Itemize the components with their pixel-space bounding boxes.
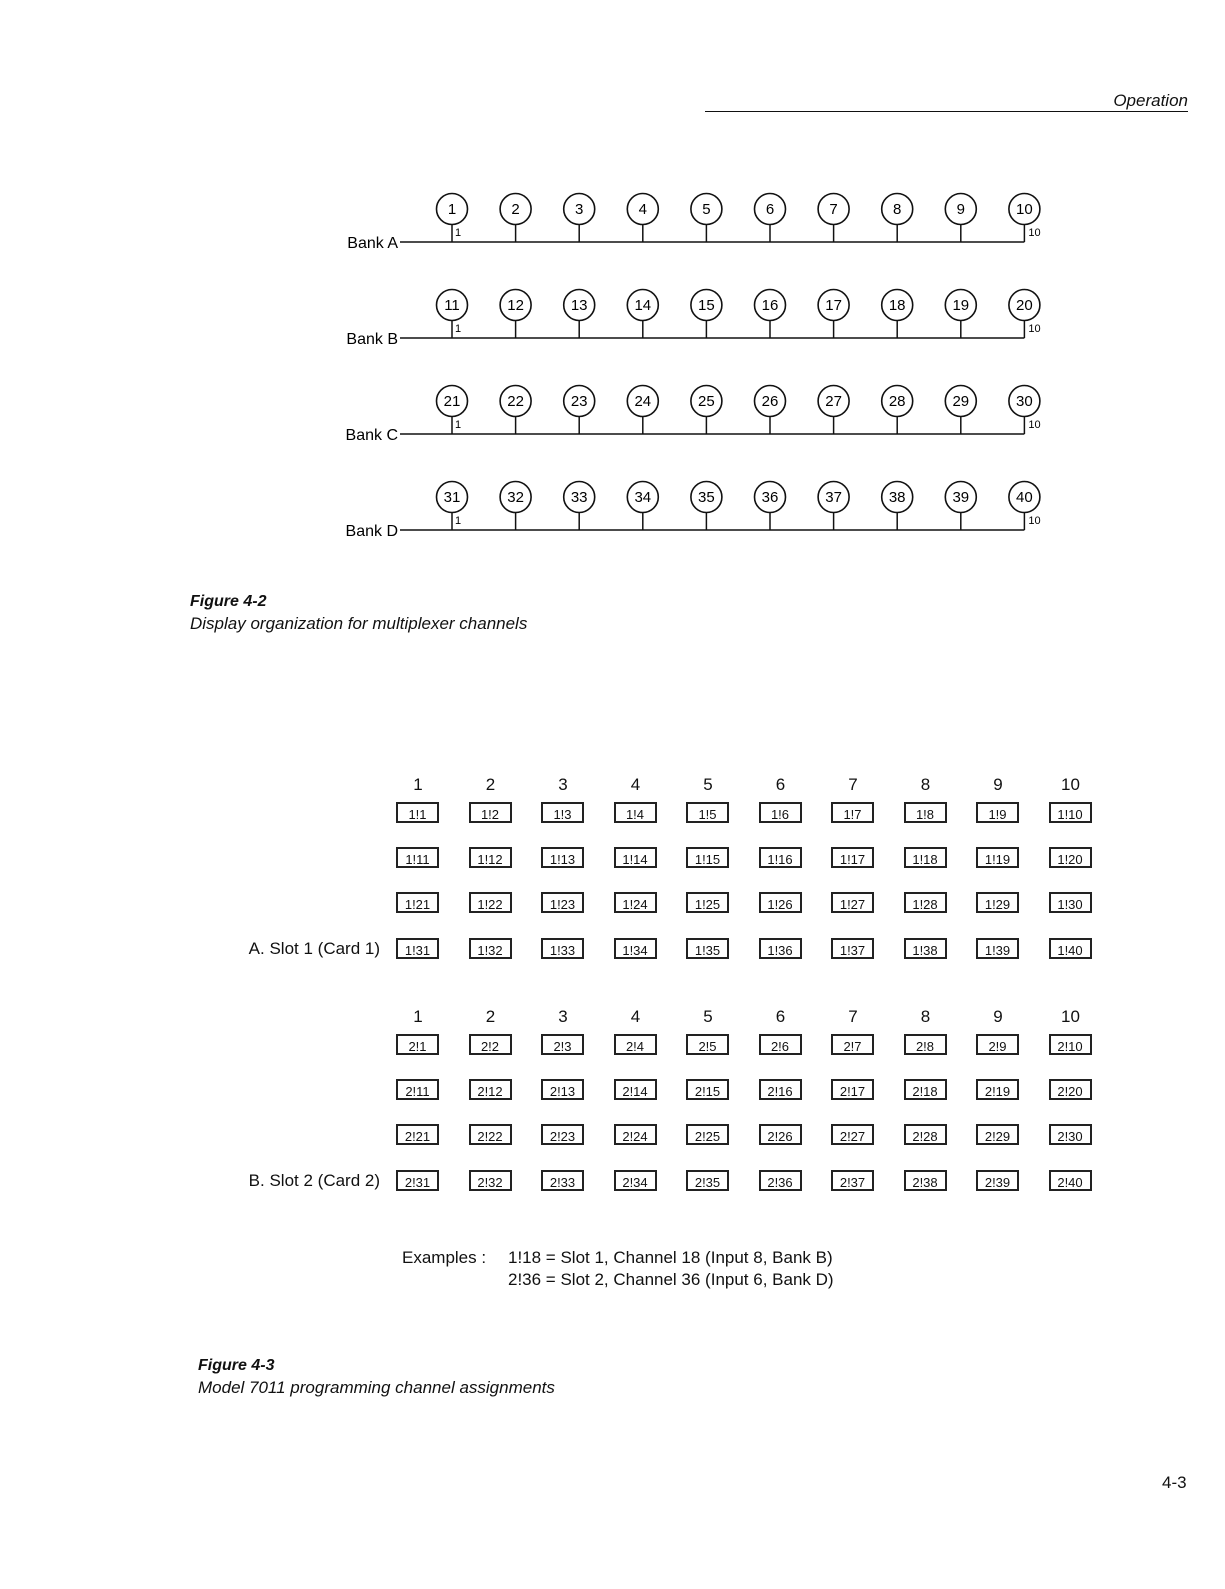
column-number: 7 bbox=[848, 1007, 858, 1026]
channel-number: 1 bbox=[447, 201, 457, 218]
channel-number: 20 bbox=[1016, 297, 1033, 314]
channel-number: 18 bbox=[888, 297, 906, 314]
bank-label: Bank A bbox=[347, 235, 398, 252]
first-tap-label: 1 bbox=[455, 227, 462, 239]
channel-assignment-box: 2!20 bbox=[1049, 1079, 1092, 1100]
channel-assignment-box: 1!24 bbox=[614, 892, 657, 913]
channel-assignment-box: 2!5 bbox=[686, 1034, 729, 1055]
column-number: 10 bbox=[1061, 1007, 1080, 1026]
section-header: Operation bbox=[1113, 91, 1188, 110]
bank-row bbox=[346, 290, 1040, 349]
channel-assignment-box: 1!32 bbox=[469, 938, 512, 959]
channel-number: 27 bbox=[825, 393, 842, 410]
channel-assignment-box: 1!30 bbox=[1049, 892, 1092, 913]
channel-assignment-box: 2!33 bbox=[541, 1170, 584, 1191]
channel-assignment-box: 1!37 bbox=[831, 938, 874, 959]
channel-assignment-box: 2!1 bbox=[396, 1034, 439, 1055]
channel-number: 24 bbox=[634, 393, 652, 410]
channel-number: 19 bbox=[952, 297, 970, 314]
channel-number: 9 bbox=[956, 201, 965, 218]
channel-assignment-box: 1!33 bbox=[541, 938, 584, 959]
column-number: 8 bbox=[920, 775, 931, 794]
channel-number: 40 bbox=[1016, 489, 1033, 506]
channel-assignment-box: 2!40 bbox=[1049, 1170, 1092, 1191]
channel-number: 14 bbox=[634, 297, 652, 314]
channel-number: 16 bbox=[761, 297, 779, 314]
channel-assignment-box: 2!23 bbox=[541, 1124, 584, 1145]
channel-number: 25 bbox=[698, 393, 715, 410]
column-number: 4 bbox=[630, 1007, 641, 1026]
channel-number: 23 bbox=[570, 393, 588, 410]
channel-assignment-box: 2!36 bbox=[759, 1170, 802, 1191]
channel-assignment-box: 1!5 bbox=[686, 802, 729, 823]
channel-assignment-box: 2!30 bbox=[1049, 1124, 1092, 1145]
channel-assignment-box: 2!13 bbox=[541, 1079, 584, 1100]
channel-assignment-box: 1!22 bbox=[469, 892, 512, 913]
column-number: 6 bbox=[775, 775, 786, 794]
channel-assignment-box: 2!14 bbox=[614, 1079, 657, 1100]
channel-number: 35 bbox=[698, 489, 715, 506]
channel-assignment-box: 2!11 bbox=[396, 1079, 439, 1100]
bank-row bbox=[346, 482, 1041, 541]
column-number: 1 bbox=[413, 775, 423, 794]
channel-number: 10 bbox=[1016, 201, 1033, 218]
column-number: 5 bbox=[703, 1007, 713, 1026]
last-tap-label: 10 bbox=[1028, 323, 1041, 335]
examples-label: Examples : bbox=[402, 1248, 487, 1267]
channel-assignment-box: 1!12 bbox=[469, 847, 512, 868]
channel-assignment-box: 2!21 bbox=[396, 1124, 439, 1145]
figure-4-3-caption: Model 7011 programming channel assignments bbox=[198, 1378, 555, 1397]
channel-assignment-box: 1!3 bbox=[541, 802, 584, 823]
channel-number: 31 bbox=[443, 489, 461, 506]
channel-assignment-box: 2!38 bbox=[904, 1170, 947, 1191]
channel-assignment-box: 1!39 bbox=[976, 938, 1019, 959]
column-number: 8 bbox=[920, 1007, 931, 1026]
page-number: 4-3 bbox=[1162, 1473, 1187, 1492]
channel-assignment-box: 2!28 bbox=[904, 1124, 947, 1145]
channel-assignment-box: 1!8 bbox=[904, 802, 947, 823]
channel-assignment-box: 1!9 bbox=[976, 802, 1019, 823]
channel-assignment-box: 2!29 bbox=[976, 1124, 1019, 1145]
channel-number: 11 bbox=[444, 297, 460, 314]
channel-assignment-box: 2!10 bbox=[1049, 1034, 1092, 1055]
example-line-2: 2!36 = Slot 2, Channel 36 (Input 6, Bank D) bbox=[508, 1270, 834, 1289]
column-number: 9 bbox=[993, 775, 1003, 794]
channel-assignment-box: 1!28 bbox=[904, 892, 947, 913]
channel-number: 15 bbox=[698, 297, 715, 314]
channel-assignment-box: 2!25 bbox=[686, 1124, 729, 1145]
channel-number: 17 bbox=[825, 297, 842, 314]
column-number: 7 bbox=[848, 775, 858, 794]
channel-number: 37 bbox=[825, 489, 842, 506]
slot-label: A. Slot 1 (Card 1) bbox=[248, 939, 380, 958]
channel-assignment-box: 2!8 bbox=[904, 1034, 947, 1055]
channel-number: 13 bbox=[570, 297, 588, 314]
channel-assignment-box: 2!4 bbox=[614, 1034, 657, 1055]
channel-assignment-box: 2!18 bbox=[904, 1079, 947, 1100]
channel-assignment-box: 2!19 bbox=[976, 1079, 1019, 1100]
first-tap-label: 1 bbox=[455, 419, 462, 431]
channel-number: 26 bbox=[761, 393, 779, 410]
channel-number: 8 bbox=[893, 201, 902, 218]
channel-number: 7 bbox=[829, 201, 838, 218]
channel-assignment-box: 1!18 bbox=[904, 847, 947, 868]
figure-4-2-caption: Display organization for multiplexer channels bbox=[190, 614, 528, 633]
channel-number: 30 bbox=[1016, 393, 1033, 410]
column-number: 1 bbox=[413, 1007, 423, 1026]
channel-number: 6 bbox=[765, 201, 775, 218]
channel-assignment-box: 1!4 bbox=[614, 802, 657, 823]
channel-number: 39 bbox=[952, 489, 970, 506]
channel-assignment-box: 1!35 bbox=[686, 938, 729, 959]
figure-4-3-label: Figure 4-3 bbox=[198, 1357, 275, 1374]
channel-number: 38 bbox=[888, 489, 906, 506]
column-number: 2 bbox=[485, 775, 496, 794]
column-number: 9 bbox=[993, 1007, 1003, 1026]
channel-assignment-box: 2!37 bbox=[831, 1170, 874, 1191]
channel-assignment-box: 1!20 bbox=[1049, 847, 1092, 868]
multiplexer-bank-diagram bbox=[330, 180, 1050, 560]
channel-assignment-box: 1!11 bbox=[396, 847, 439, 868]
channel-number: 34 bbox=[634, 489, 652, 506]
channel-assignment-box: 1!21 bbox=[396, 892, 439, 913]
channel-assignment-box: 2!27 bbox=[831, 1124, 874, 1145]
channel-assignment-box: 2!39 bbox=[976, 1170, 1019, 1191]
channel-number: 2 bbox=[511, 201, 520, 218]
channel-number: 36 bbox=[761, 489, 779, 506]
bank-row bbox=[347, 194, 1040, 253]
column-number: 4 bbox=[630, 775, 641, 794]
channel-assignment-box: 1!31 bbox=[396, 938, 439, 959]
channel-assignment-box: 1!34 bbox=[614, 938, 657, 959]
column-number: 6 bbox=[775, 1007, 786, 1026]
channel-number: 3 bbox=[575, 201, 584, 218]
channel-assignment-box: 1!25 bbox=[686, 892, 729, 913]
channel-assignment-box: 1!16 bbox=[759, 847, 802, 868]
channel-assignment-box: 2!2 bbox=[469, 1034, 512, 1055]
channel-assignment-box: 2!34 bbox=[614, 1170, 657, 1191]
channel-assignment-box: 2!16 bbox=[759, 1079, 802, 1100]
bank-row bbox=[346, 386, 1041, 445]
channel-assignment-box: 2!22 bbox=[469, 1124, 512, 1145]
slot-label: B. Slot 2 (Card 2) bbox=[248, 1171, 380, 1190]
channel-assignment-box: 1!6 bbox=[759, 802, 802, 823]
channel-assignment-box: 1!2 bbox=[469, 802, 512, 823]
channel-assignment-box: 2!9 bbox=[976, 1034, 1019, 1055]
first-tap-label: 1 bbox=[455, 515, 462, 527]
channel-assignment-box: 1!38 bbox=[904, 938, 947, 959]
channel-assignment-box: 1!27 bbox=[831, 892, 874, 913]
channel-assignment-box: 1!40 bbox=[1049, 938, 1092, 959]
column-number: 10 bbox=[1061, 775, 1080, 794]
channel-assignment-box: 1!23 bbox=[541, 892, 584, 913]
last-tap-label: 10 bbox=[1028, 419, 1041, 431]
channel-number: 32 bbox=[507, 489, 524, 506]
channel-number: 21 bbox=[443, 393, 461, 410]
figure-4-2-label: Figure 4-2 bbox=[190, 593, 267, 610]
channel-assignment-box: 1!17 bbox=[831, 847, 874, 868]
channel-assignment-box: 1!14 bbox=[614, 847, 657, 868]
channel-assignment-box: 2!31 bbox=[396, 1170, 439, 1191]
column-number: 3 bbox=[558, 1007, 568, 1026]
header-rule bbox=[705, 111, 1188, 112]
channel-assignment-box: 2!17 bbox=[831, 1079, 874, 1100]
bank-label: Bank D bbox=[345, 523, 398, 540]
channel-number: 28 bbox=[888, 393, 906, 410]
channel-assignment-box: 1!19 bbox=[976, 847, 1019, 868]
channel-number: 33 bbox=[570, 489, 588, 506]
channel-assignment-box: 1!10 bbox=[1049, 802, 1092, 823]
channel-assignment-box: 2!26 bbox=[759, 1124, 802, 1145]
bank-label: Bank C bbox=[345, 427, 398, 444]
channel-assignment-box: 1!29 bbox=[976, 892, 1019, 913]
channel-assignment-box: 1!1 bbox=[396, 802, 439, 823]
last-tap-label: 10 bbox=[1028, 515, 1041, 527]
channel-number: 4 bbox=[638, 201, 647, 218]
channel-assignment-box: 2!35 bbox=[686, 1170, 729, 1191]
channel-number: 29 bbox=[952, 393, 970, 410]
first-tap-label: 1 bbox=[455, 323, 462, 335]
channel-assignment-box: 2!12 bbox=[469, 1079, 512, 1100]
column-number: 5 bbox=[703, 775, 713, 794]
bank-label: Bank B bbox=[346, 331, 398, 348]
channel-number: 5 bbox=[702, 201, 711, 218]
channel-assignment-box: 1!13 bbox=[541, 847, 584, 868]
channel-number: 22 bbox=[507, 393, 524, 410]
channel-assignment-box: 1!15 bbox=[686, 847, 729, 868]
last-tap-label: 10 bbox=[1028, 227, 1041, 239]
column-number: 2 bbox=[485, 1007, 496, 1026]
channel-assignment-box: 1!7 bbox=[831, 802, 874, 823]
channel-assignment-box: 1!26 bbox=[759, 892, 802, 913]
channel-assignment-box: 2!3 bbox=[541, 1034, 584, 1055]
channel-assignment-box: 2!7 bbox=[831, 1034, 874, 1055]
column-number: 3 bbox=[558, 775, 568, 794]
channel-assignment-box: 2!24 bbox=[614, 1124, 657, 1145]
example-line-1: 1!18 = Slot 1, Channel 18 (Input 8, Bank B) bbox=[508, 1248, 833, 1267]
channel-assignment-box: 2!6 bbox=[759, 1034, 802, 1055]
channel-assignment-box: 1!36 bbox=[759, 938, 802, 959]
channel-number: 12 bbox=[507, 297, 524, 314]
channel-assignment-box: 2!32 bbox=[469, 1170, 512, 1191]
channel-assignment-box: 2!15 bbox=[686, 1079, 729, 1100]
